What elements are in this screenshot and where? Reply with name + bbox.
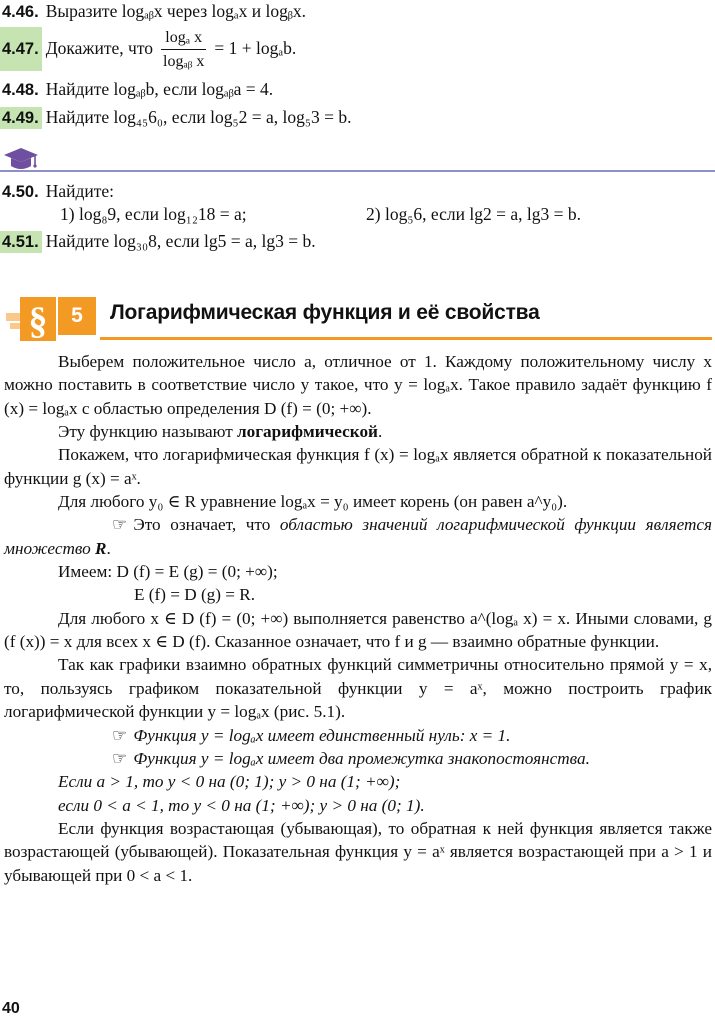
paragraph: Выберем положительное число a, отличное от 1. Каждому положительному числу x можно поставить в соответствие число y такое, что y = logₐx. Такое правило задаёт функцию f (x) = logₐx с областью определения D (f) = (0; +∞). — [4, 352, 712, 418]
paragraph: Для любого y₀ ∈ R уравнение logₐx = y₀ имеет корень (он равен a^y₀). — [58, 492, 568, 512]
exercise-4-47 — [0, 26, 296, 71]
pointing-hand-icon: ☞ — [112, 725, 128, 745]
exercise-4-50 — [0, 180, 114, 203]
exercise-number: 4.46. — [2, 3, 39, 21]
property-sign-case-2: если 0 < a < 1, то y < 0 на (1; +∞); y > 0 на (0; 1). — [58, 795, 425, 815]
fraction-denominator: logₐᵦ x — [163, 53, 205, 71]
paragraph: E (f) = D (g) = R. — [134, 585, 256, 605]
section-sign-icon — [6, 293, 58, 347]
page-number: 40 — [2, 1000, 20, 1017]
exercise-4-51 — [0, 230, 316, 253]
section-body — [4, 350, 712, 887]
exercise-number: 4.48. — [2, 81, 39, 99]
fraction — [159, 28, 208, 71]
exercise-4-50-item-2: 2) log₅6, если lg2 = a, lg3 = b. — [366, 204, 581, 224]
paragraph: Покажем, что логарифмическая функция f (x) = logₐx является обратной к показательной функции g (x) = aˣ. — [4, 445, 712, 488]
exercise-number: 4.47. — [0, 27, 42, 71]
exercise-text: Выразите logₐᵦx через logₐx и logᵦx. — [45, 1, 306, 21]
paragraph-definition: Эту функцию называют логарифмической. — [58, 422, 383, 442]
pointing-hand-icon: ☞ — [112, 748, 128, 768]
property-sign-case-1: Если a > 1, то y < 0 на (0; 1); y > 0 на (1; +∞); — [58, 772, 401, 792]
graduation-cap-icon — [2, 146, 40, 172]
property-zero: ☞ Функция y = logₐx имеет единственный нуль: x = 1. — [4, 724, 712, 747]
exercise-4-50-item-1: 1) log₈9, если log₁₂18 = a; — [60, 204, 247, 224]
exercise-text: Найдите log₃₀8, если lg5 = a, lg3 = b. — [45, 231, 316, 251]
paragraph: Для любого x ∈ D (f) = (0; +∞) выполняется равенство a^(logₐ x) = x. Иными словами, g (f (x)) = x для всех x ∈ D (f). Сказанное означает, что f и g — взаимно обратные функции. — [4, 608, 712, 652]
exercise-text: Найдите logₐᵦb, если logₐᵦa = 4. — [45, 79, 274, 99]
section-number: 5 — [58, 297, 96, 335]
exercise-number: 4.49. — [0, 107, 42, 129]
svg-text:§: § — [28, 300, 48, 342]
exercise-4-46 — [0, 0, 306, 23]
paragraph: Если функция возрастающая (убывающая), то обратная к ней функция является также возрастающей (убывающей). Показательная функция y = aˣ является возрастающей при a > 1 и убывающей при 0 < a < 1. — [4, 818, 712, 885]
exercise-text-suffix: = 1 + logₐb. — [214, 38, 297, 58]
exercise-text-prefix: Докажите, что — [45, 38, 153, 58]
fraction-numerator: logₐ x — [161, 28, 206, 50]
section-divider — [0, 170, 715, 172]
exercise-text: Найдите: — [45, 181, 115, 201]
paragraph-conclusion: ☞ Это означает, что областью значений логарифмической функции является множество R. — [4, 515, 712, 558]
exercise-4-49 — [0, 106, 351, 129]
exercise-4-48 — [0, 78, 273, 101]
exercise-number: 4.51. — [0, 231, 42, 253]
section-header — [0, 293, 715, 349]
section-underline — [100, 337, 712, 340]
pointing-hand-icon: ☞ — [112, 515, 128, 535]
exercise-number: 4.50. — [2, 183, 39, 201]
property-sign: ☞ Функция y = logₐx имеет два промежутка знакопостоянства. — [4, 747, 712, 770]
section-title: Логарифмическая функция и её свойства — [110, 301, 540, 324]
paragraph: Так как графики взаимно обратных функций симметричны относительно прямой y = x, то, пользуясь графиком показательной функции y = aˣ, можно построить график логарифмической функции y = logₐx (рис. 5.1). — [4, 655, 712, 722]
exercise-text: Найдите log₄₅6₀, если log₅2 = a, log₅3 = b. — [45, 107, 352, 127]
paragraph: Имеем: D (f) = E (g) = (0; +∞); — [58, 562, 278, 582]
